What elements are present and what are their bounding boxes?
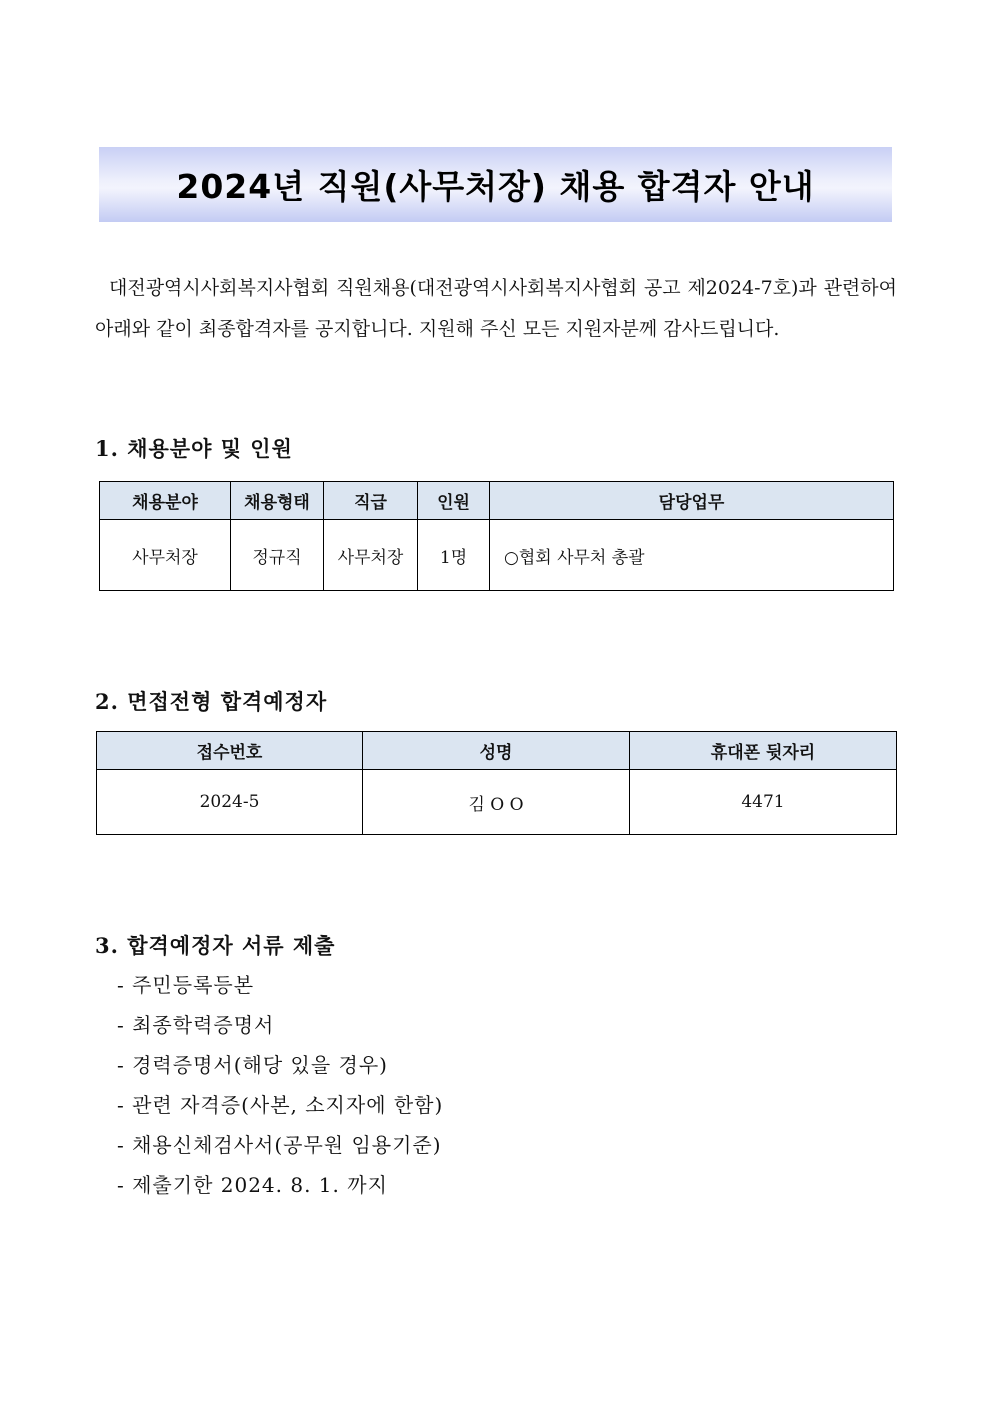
title-banner bbox=[99, 147, 892, 222]
section2-heading: 2. 면접전형 합격예정자 bbox=[95, 689, 328, 714]
table-header-cell: 직급 bbox=[324, 482, 418, 520]
list-item: - 최종학력증명서 bbox=[117, 1013, 275, 1037]
table-header-cell: 채용형태 bbox=[231, 482, 324, 520]
table-header-cell: 인원 bbox=[418, 482, 490, 520]
table-cell: 김 O O bbox=[363, 770, 630, 835]
table-row bbox=[97, 770, 897, 835]
table-cell: 사무처장 bbox=[324, 520, 418, 591]
list-item: - 제출기한 2024. 8. 1. 까지 bbox=[117, 1173, 388, 1197]
table-row bbox=[100, 520, 894, 591]
table-header-row bbox=[100, 482, 894, 520]
intro-paragraph: 대전광역시사회복지사협회 직원채용(대전광역시사회복지사협회 공고 제2024-7호)과 관련하여 아래와 같이 최종합격자를 공지합니다. 지원해 주신 모든 지원자분께 감사드립니다. bbox=[95, 277, 897, 340]
list-item: - 관련 자격증(사본, 소지자에 한함) bbox=[117, 1093, 444, 1117]
table-header-cell: 성명 bbox=[363, 732, 630, 770]
candidate-table bbox=[96, 731, 897, 835]
table-header-cell: 채용분야 bbox=[100, 482, 231, 520]
table-cell: 사무처장 bbox=[100, 520, 231, 591]
table-cell: 정규직 bbox=[231, 520, 324, 591]
document-list bbox=[117, 965, 443, 1205]
section3-heading: 3. 합격예정자 서류 제출 bbox=[95, 933, 336, 958]
table-cell: 1명 bbox=[418, 520, 490, 591]
table-cell: 2024-5 bbox=[97, 770, 363, 835]
table-header-cell: 휴대폰 뒷자리 bbox=[630, 732, 897, 770]
list-item: - 경력증명서(해당 있을 경우) bbox=[117, 1053, 388, 1077]
table-header-row bbox=[97, 732, 897, 770]
table-cell: ○협회 사무처 총괄 bbox=[490, 520, 894, 591]
table-header-cell: 접수번호 bbox=[97, 732, 363, 770]
recruitment-table bbox=[99, 481, 894, 591]
section1-heading: 1. 채용분야 및 인원 bbox=[95, 436, 293, 461]
list-item: - 채용신체검사서(공무원 임용기준) bbox=[117, 1133, 442, 1157]
table-cell: 4471 bbox=[630, 770, 897, 835]
list-item: - 주민등록등본 bbox=[117, 973, 255, 997]
table-header-cell: 담당업무 bbox=[490, 482, 894, 520]
page-title: 2024년 직원(사무처장) 채용 합격자 안내 bbox=[176, 167, 815, 206]
